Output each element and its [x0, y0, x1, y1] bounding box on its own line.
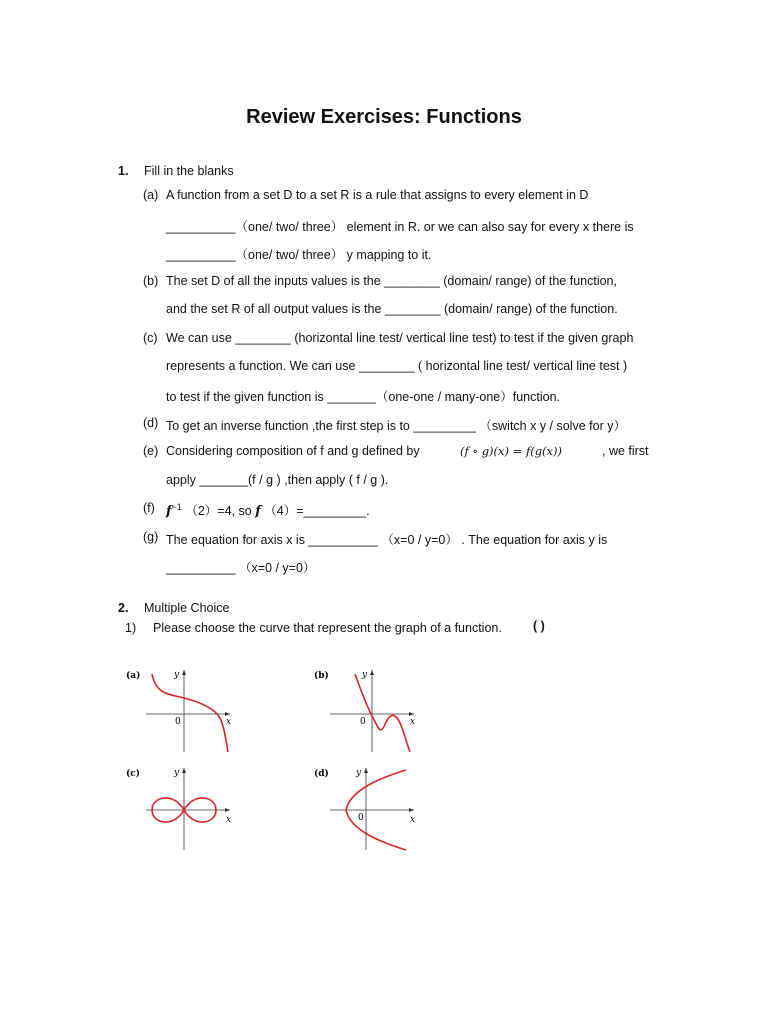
- section-2-heading: [118, 601, 229, 615]
- graph-d-x-arrow: [409, 808, 414, 812]
- item-a-line-2: __________（one/ two/ three） element in R. or we can also say for every x there is: [166, 220, 634, 234]
- graph-c-y-arrow: [182, 768, 186, 773]
- inverse-f-symbol: f: [166, 504, 172, 519]
- graph-a-y-arrow: [182, 670, 186, 675]
- section-1-heading: [118, 164, 234, 178]
- graph-a-origin: 0: [175, 717, 181, 727]
- graph-a-x-arrow: [225, 712, 230, 716]
- inverse-exponent: −1: [171, 501, 182, 512]
- item-a-line-3: __________（one/ two/ three） y mapping to it.: [166, 248, 432, 262]
- graph-c-y-label: y: [174, 768, 180, 778]
- item-b-line-1: The set D of all the inputs values is the ________ (domain/ range) of the function,: [166, 274, 617, 288]
- question-number: 1): [125, 621, 137, 635]
- graph-c-x-arrow: [225, 808, 230, 812]
- page-title: Review Exercises: Functions: [246, 106, 522, 128]
- graph-b-x-arrow: [409, 712, 414, 716]
- graph-d-origin: 0: [358, 813, 364, 823]
- item-f-line: [166, 501, 370, 519]
- graph-d-y-arrow: [364, 768, 368, 773]
- section-1-number: 1.: [118, 164, 129, 178]
- graph-d-y-label: y: [356, 768, 362, 778]
- item-e-line-1: Considering composition of f and g defined by: [166, 444, 420, 458]
- item-c-line-3: to test if the given function is _______（one-one / many-one）function.: [166, 390, 560, 404]
- graph-b[interactable]: [310, 664, 426, 756]
- item-c-line-2: represents a function. We can use ________ ( horizontal line test/ vertical line test ): [166, 359, 628, 373]
- item-g-line-2: __________ （x=0 / y=0）: [166, 561, 316, 575]
- graph-c[interactable]: [122, 762, 250, 854]
- item-d-label: (d): [143, 416, 159, 430]
- graph-b-y-arrow: [370, 670, 374, 675]
- item-g-label: (g): [143, 530, 159, 544]
- item-e-line-2: apply _______(f / g ) ,then apply ( f / g ).: [166, 473, 389, 487]
- item-c-label: (c): [143, 331, 158, 345]
- item-g-line-1: The equation for axis x is __________ （x=0 / y=0） . The equation for axis y is: [166, 533, 608, 547]
- graph-b-label: (b): [314, 671, 329, 681]
- item-b-line-2: and the set R of all output values is the ________ (domain/ range) of the function.: [166, 302, 618, 316]
- answer-bracket: ( ): [533, 619, 545, 633]
- graph-a[interactable]: [122, 664, 250, 756]
- f-symbol: f: [255, 504, 261, 519]
- f-value-text: （4）=_________.: [264, 504, 370, 518]
- graph-a-x-label: x: [226, 717, 232, 727]
- item-a-line-1: A function from a set D to a set R is a rule that assigns to every element in D: [166, 188, 589, 202]
- graph-b-y-label: y: [362, 670, 368, 680]
- item-c-line-1: We can use ________ (horizontal line test/ vertical line test) to test if the given graph: [166, 331, 634, 345]
- item-e-label: (e): [143, 444, 159, 458]
- graph-a-label: (a): [126, 671, 141, 681]
- graph-d[interactable]: [310, 762, 426, 854]
- item-d-line-1: To get an inverse function ,the first step is to _________ （switch x y / solve for y）: [166, 419, 626, 433]
- inverse-value-text: （2）=4, so: [185, 504, 252, 518]
- item-b-label: (b): [143, 274, 159, 288]
- graph-b-origin: 0: [360, 717, 366, 727]
- item-f-label: (f): [143, 501, 155, 515]
- graph-c-label: (c): [126, 769, 140, 779]
- item-e-line-1-end: , we first: [602, 444, 649, 458]
- graph-c-x-label: x: [226, 815, 232, 825]
- section-2-number: 2.: [118, 601, 129, 615]
- question-text: Please choose the curve that represent the graph of a function.: [153, 621, 502, 635]
- section-2-title: Multiple Choice: [144, 601, 230, 615]
- graph-d-label: (d): [314, 769, 329, 779]
- section-1-title: Fill in the blanks: [144, 164, 234, 178]
- composition-formula: (f ∘ g)(x) = f(g(x)): [460, 444, 562, 458]
- graph-d-x-label: x: [410, 815, 416, 825]
- graph-a-y-label: y: [174, 670, 180, 680]
- graph-b-x-label: x: [410, 717, 416, 727]
- graph-a-curve: [152, 674, 228, 752]
- graph-b-curve: [355, 674, 410, 752]
- item-a-label: (a): [143, 188, 159, 202]
